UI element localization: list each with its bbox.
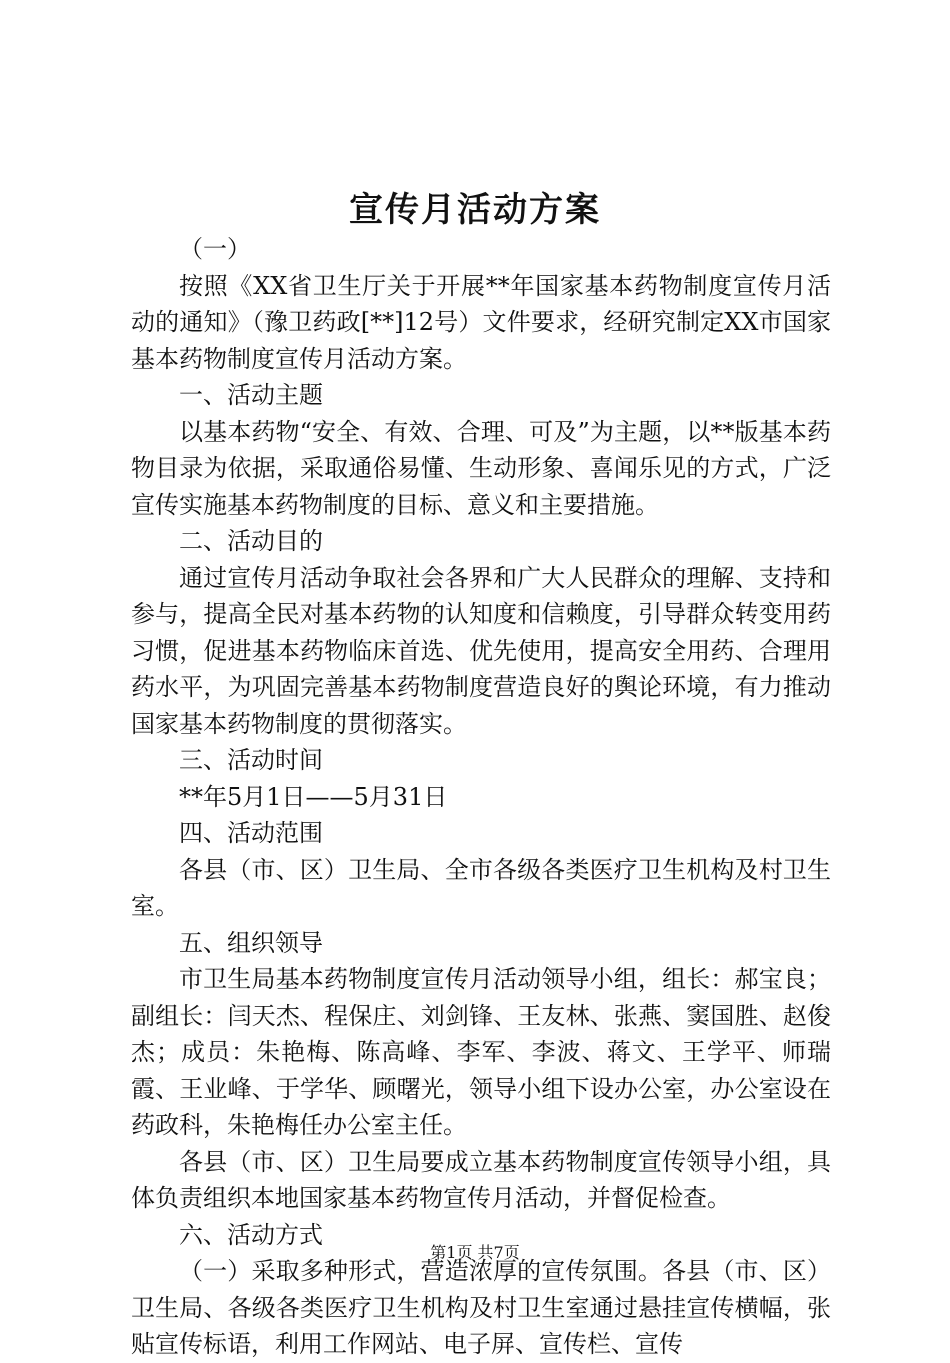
paragraph-scope: 各县（市、区）卫生局、全市各级各类医疗卫生机构及村卫生室。 xyxy=(131,855,831,920)
paragraph-leadership-members: 市卫生局基本药物制度宣传月活动领导小组，组长：郝宝良；副组长：闫天杰、程保庄、刘剑锋、王友林、张燕、窦国胜、赵俊杰；成员：朱艳梅、陈高峰、李军、李波、蒋文、王学平、师瑞霞、王业峰、于学华、顾曙光，领导小组下设办公室，办公室设在药政科，朱艳梅任办公室主任。 xyxy=(131,965,831,1139)
document-body xyxy=(131,231,831,1363)
paragraph-leadership-counties: 各县（市、区）卫生局要成立基本药物制度宣传领导小组，具体负责组织本地国家基本药物宣传月活动，并督促检查。 xyxy=(131,1147,831,1212)
paragraph-time: **年5月1日——5月31日 xyxy=(179,782,448,811)
page-number-footer: 第1页 共7页 xyxy=(430,1243,520,1262)
paragraph-theme: 以基本药物“安全、有效、合理、可及”为主题，以**版基本药物目录为依据，采取通俗易懂、生动形象、喜闻乐见的方式，广泛宣传实施基本药物制度的目标、意义和主要措施。 xyxy=(131,417,831,519)
heading-purpose: 二、活动目的 xyxy=(179,527,323,555)
heading-theme: 一、活动主题 xyxy=(179,381,323,409)
document-title: 宣传月活动方案 xyxy=(349,190,601,230)
heading-methods: 六、活动方式 xyxy=(179,1220,323,1249)
heading-scope: 四、活动范围 xyxy=(179,819,323,847)
paragraph-purpose: 通过宣传月活动争取社会各界和广大人民群众的理解、支持和参与，提高全民对基本药物的认知度和信赖度，引导群众转变用药习惯，促进基本药物临床首选、优先使用，提高安全用药、合理用药水平，为巩固完善基本药物制度营造良好的舆论环境，有力推动国家基本药物制度的贯彻落实。 xyxy=(131,563,831,738)
paragraph-basis: 按照《XX省卫生厅关于开展**年国家基本药物制度宣传月活动的通知》（豫卫药政[**]12号）文件要求，经研究制定XX市国家基本药物制度宣传月活动方案。 xyxy=(131,271,831,373)
paragraph-methods-1: （一）采取多种形式，营造浓厚的宣传氛围。各县（市、区）卫生局、各级各类医疗卫生机构及村卫生室通过悬挂宣传横幅，张贴宣传标语，利用工作网站、电子屏、宣传栏、宣传 xyxy=(131,1257,831,1358)
heading-leadership: 五、组织领导 xyxy=(179,928,323,957)
heading-time: 三、活动时间 xyxy=(179,746,323,774)
paragraph-intro-number: （一） xyxy=(179,235,251,263)
